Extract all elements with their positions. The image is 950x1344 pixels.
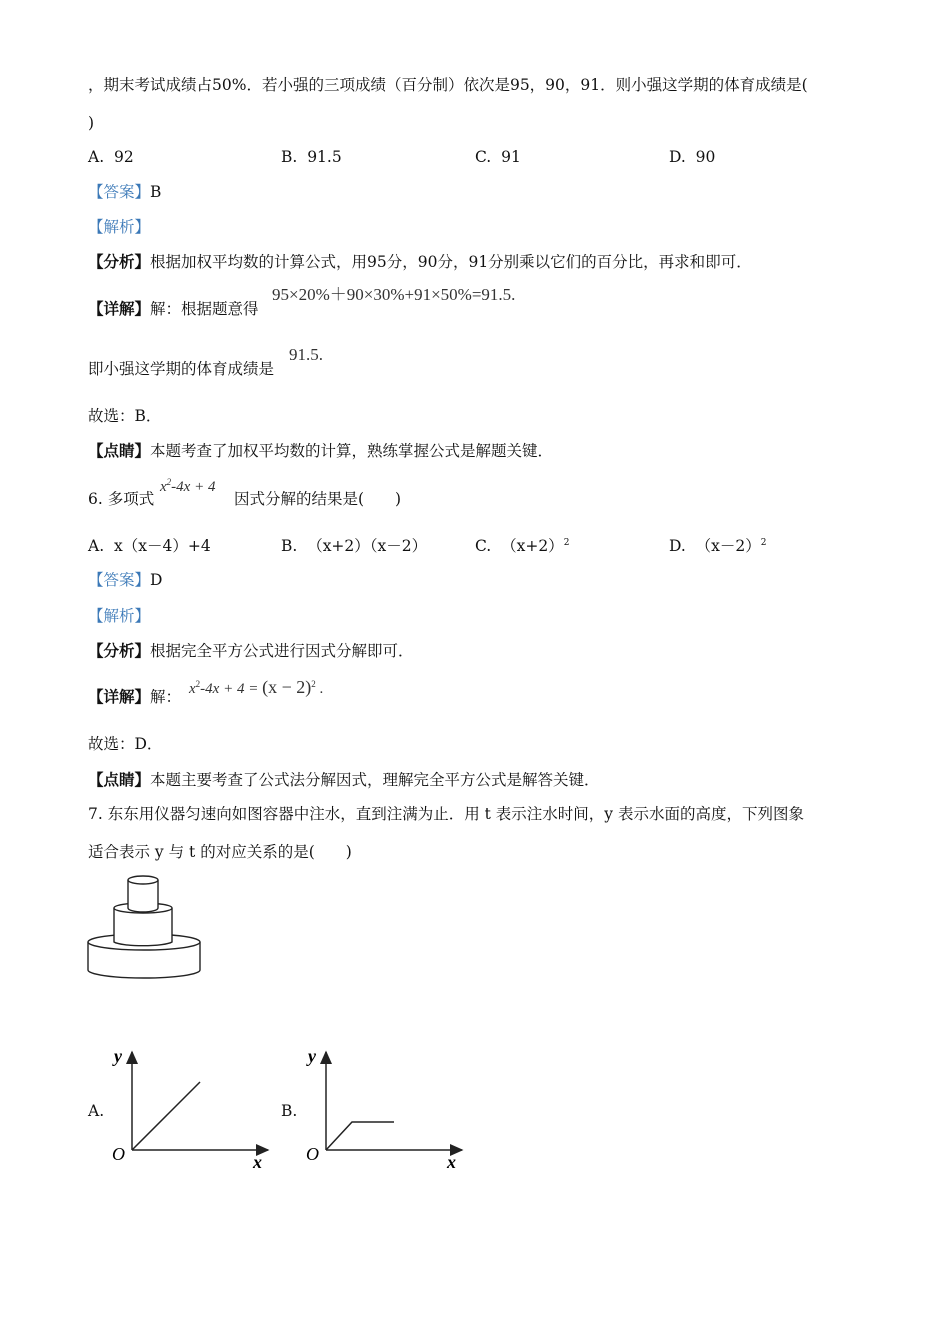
option-text: （x+2） (501, 537, 564, 555)
answer-value: B (150, 183, 162, 201)
poly-rest: -4x + 4 (171, 479, 216, 495)
q5-choose: 故选：B． (88, 407, 162, 425)
q6-fenxi (88, 642, 414, 661)
option-label: D. (669, 148, 686, 166)
q5-stem-line2: ) (88, 114, 95, 132)
poly-exp: 2 (166, 477, 172, 487)
option-text: 91.5 (307, 148, 342, 166)
graph-line (326, 1122, 394, 1150)
formula-end: . (319, 681, 324, 697)
q6-choose: 故选：D． (88, 735, 163, 753)
option-label: B. (281, 148, 298, 166)
q6-answer (88, 571, 162, 590)
formula-x: x (189, 681, 196, 697)
graph-a (108, 1040, 278, 1175)
dianjing-tag: 【点睛】 (88, 770, 151, 789)
container-figure (86, 872, 206, 982)
origin-label: O (306, 1144, 319, 1164)
answer-tag: 【答案】 (88, 571, 151, 589)
q5-conclusion-formula: 91.5. (289, 345, 323, 364)
y-axis-label: y (308, 1046, 316, 1066)
formula-lhs-rest: -4x + 4 = (200, 681, 263, 697)
option-label: C. (475, 148, 492, 166)
q5-fenxi (88, 253, 752, 272)
poly-x: x (160, 479, 167, 495)
xiangjie-text: 解：根据题意得 (150, 300, 259, 318)
xiangjie-tag: 【详解】 (88, 299, 151, 318)
formula-exp: 2 (195, 679, 201, 689)
q6-dianjing (88, 771, 600, 790)
fenxi-text: 根据完全平方公式进行因式分解即可． (150, 642, 414, 660)
fenxi-tag: 【分析】 (88, 252, 151, 271)
dianjing-text: 本题考查了加权平均数的计算，熟练掌握公式是解题关键． (150, 442, 554, 460)
graph-b-label: B. (281, 1102, 298, 1120)
x-axis-label: x (253, 1152, 262, 1172)
q5-option-a (88, 148, 134, 167)
q6-formula (189, 677, 323, 699)
q7-stem-line2: 适合表示 y 与 t 的对应关系的是( ) (88, 843, 352, 861)
q5-option-b (281, 148, 342, 167)
answer-tag: 【答案】 (88, 183, 151, 201)
q5-option-d (669, 148, 715, 167)
option-label: D. (669, 537, 686, 555)
fenxi-text: 根据加权平均数的计算公式，用95分，90分，91分别乘以它们的百分比，再求和即可． (150, 253, 752, 271)
graph-b (302, 1040, 472, 1175)
option-text: 90 (695, 148, 716, 166)
formula-rhs-exp: 2 (311, 679, 316, 689)
q5-formula: 95×20%＋90×30%+91×50%=91.5. (272, 285, 516, 304)
q6-option-b (281, 537, 427, 556)
y-axis-label: y (114, 1046, 122, 1066)
option-label: B. (281, 537, 298, 555)
q6-option-d (669, 537, 767, 556)
fenxi-tag: 【分析】 (88, 641, 151, 660)
option-text: （x－2） (695, 537, 761, 555)
xiangjie-tag: 【详解】 (88, 687, 151, 706)
graph-line (132, 1082, 200, 1150)
x-axis-label: x (447, 1152, 456, 1172)
option-label: A. (88, 148, 105, 166)
dianjing-tag: 【点睛】 (88, 441, 151, 460)
q5-xiangjie (88, 300, 259, 319)
option-label: C. (475, 537, 492, 555)
q6-option-c (475, 537, 569, 556)
q5-analysis-tag: 【解析】 (88, 218, 151, 236)
q5-dianjing (88, 442, 553, 461)
q5-answer (88, 183, 161, 202)
option-sup: 2 (760, 537, 767, 548)
q6-xiangjie (88, 688, 181, 707)
option-text: 92 (113, 148, 134, 166)
origin-label: O (112, 1144, 125, 1164)
option-text: 91 (501, 148, 521, 166)
answer-value: D (150, 571, 163, 589)
q7-stem-line1: 7. 东东用仪器匀速向如图容器中注水，直到注满为止．用 t 表示注水时间，y 表示水面的高度，下列图象 (88, 805, 804, 823)
q6-stem-prefix: 6. 多项式 (88, 490, 155, 508)
graph-a-label: A. (88, 1102, 105, 1120)
q5-conclusion: 即小强这学期的体育成绩是 (88, 360, 275, 378)
q6-analysis-tag: 【解析】 (88, 607, 151, 625)
dianjing-text: 本题主要考查了公式法分解因式，理解完全平方公式是解答关键． (150, 771, 600, 789)
q6-stem-suffix: 因式分解的结果是( ) (234, 490, 402, 508)
xiangjie-text: 解： (150, 688, 182, 706)
option-sup: 2 (563, 537, 570, 548)
option-label: A. (88, 537, 105, 555)
option-text: （x+2）（x－2） (307, 537, 428, 555)
q5-stem-line1: ，期末考试成绩占50%．若小强的三项成绩（百分制）依次是95，90，91．则小强这学期的体育成绩是( (88, 76, 808, 94)
formula-rhs: (x − 2) (262, 677, 312, 697)
q5-option-c (475, 148, 521, 167)
q6-polynomial (160, 477, 215, 496)
option-text: x（x－4）+4 (113, 537, 211, 555)
q6-option-a (88, 537, 211, 556)
